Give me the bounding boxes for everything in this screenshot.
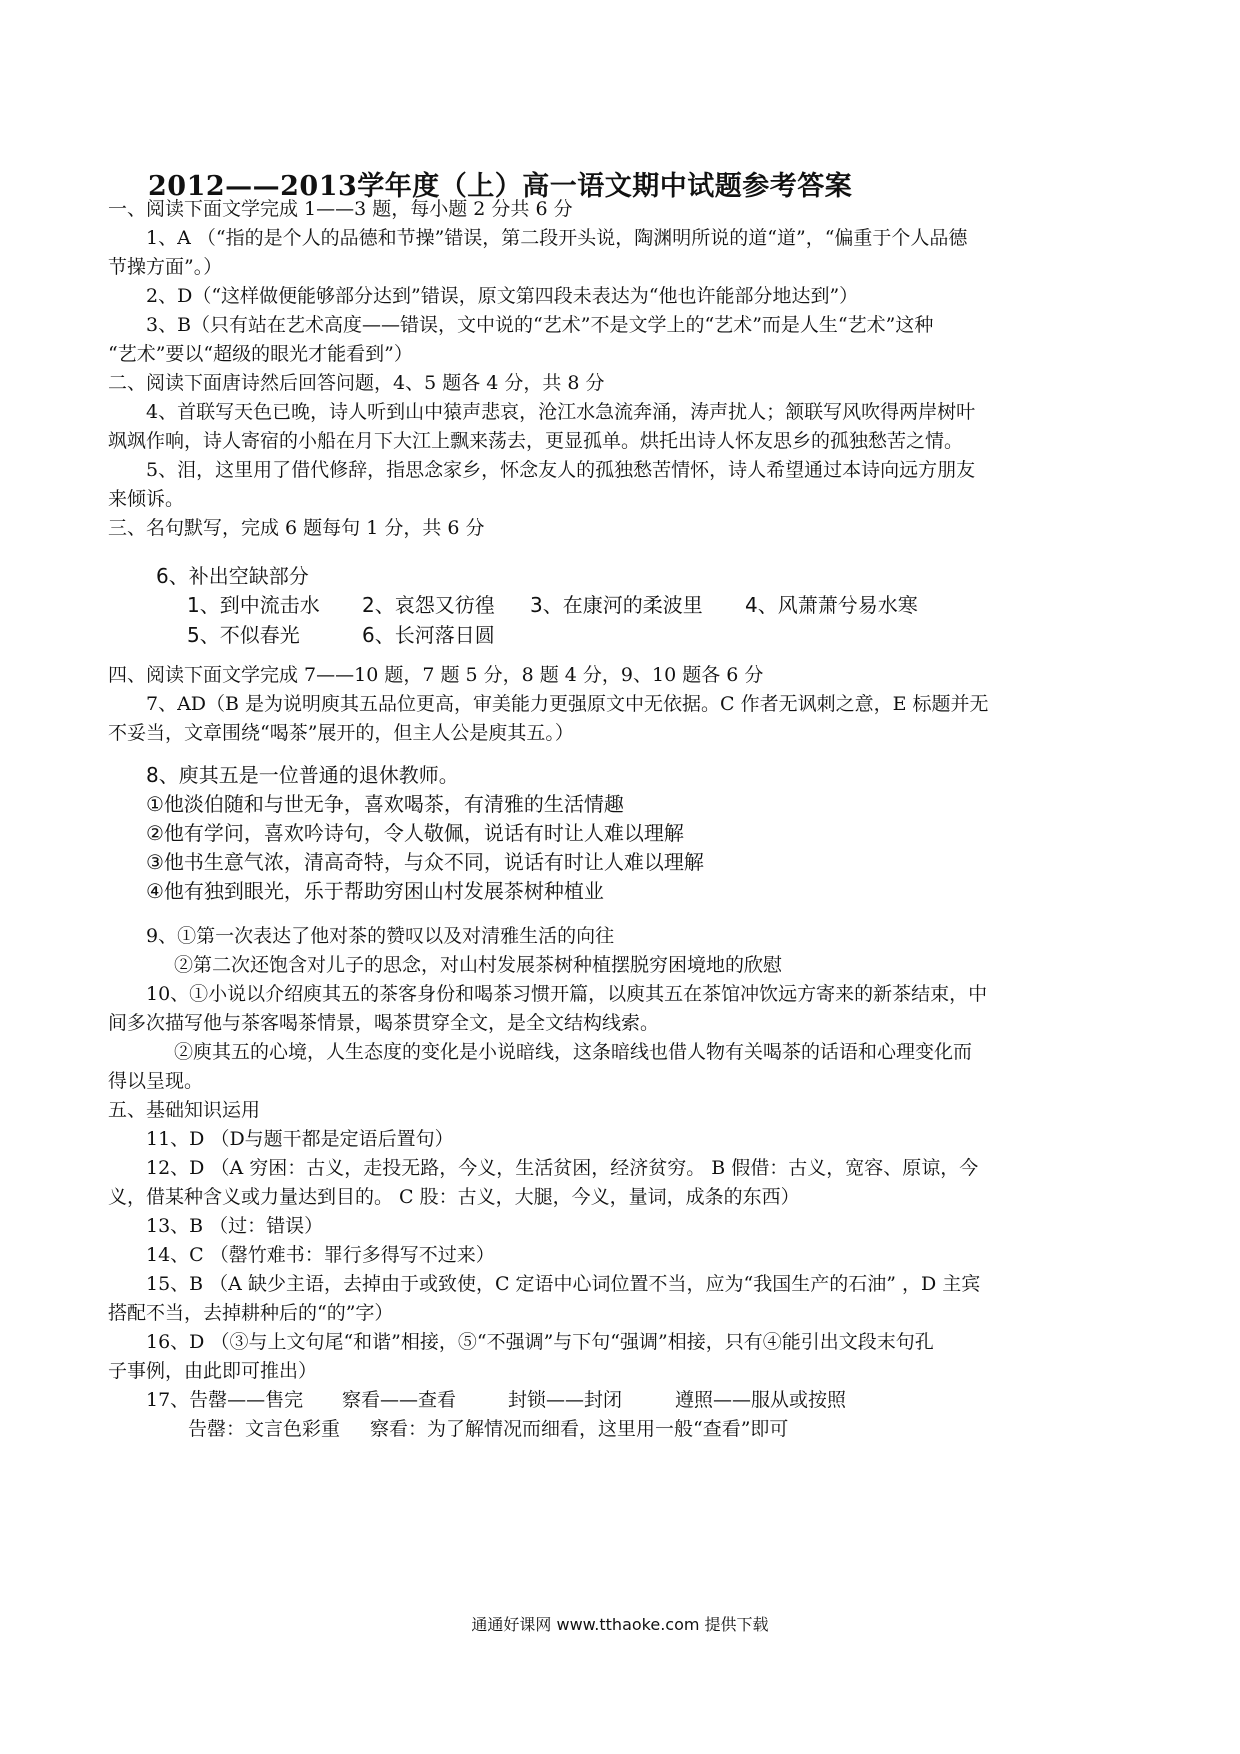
answer-17-item-4: 遵照——服从或按照	[675, 1389, 847, 1411]
answer-6-item-1: 1、到中流击水	[187, 593, 320, 617]
answer-13: 13、B （过：错误）	[146, 1215, 324, 1237]
answer-15-line-1: 15、B （A 缺少主语，去掉由于或致使，C 定语中心词位置不当，应为“我国生产的石油” ，D 主宾	[146, 1273, 981, 1295]
answer-6-item-2: 2、哀怨又彷徨	[362, 593, 495, 617]
answer-9-line-1: 9、①第一次表达了他对茶的赞叹以及对清雅生活的向往	[146, 925, 615, 947]
answer-2: 2、D（“这样做便能够部分达到”错误，原文第四段未表达为“他也许能部分地达到”）	[146, 285, 859, 307]
answer-16-line-1: 16、D （③与上文句尾“和谐”相接，⑤“不强调”与下句“强调”相接，只有④能引出文段末句孔	[146, 1331, 934, 1353]
answer-17-note-2: 察看：为了解情况而细看，这里用一般“查看”即可	[370, 1418, 789, 1440]
answer-3-line-2: “艺术”要以“超级的眼光才能看到”）	[108, 343, 413, 365]
answer-12-line-2: 义，借某种含义或力量达到目的。 C 股：古义，大腿，今义，量词，成条的东西）	[108, 1186, 800, 1208]
answer-17-item-3: 封锁——封闭	[508, 1389, 623, 1411]
section-5-heading: 五、基础知识运用	[108, 1099, 261, 1121]
answer-14: 14、C （罄竹难书：罪行多得写不过来）	[146, 1244, 495, 1266]
answer-17-note-1: 告罄：文言色彩重	[188, 1418, 341, 1440]
answer-6-item-5: 5、不似春光	[187, 623, 300, 647]
answer-9-line-2: ②第二次还饱含对儿子的思念，对山村发展茶树种植摆脱穷困境地的欣慰	[174, 954, 783, 976]
page-footer: 通通好课网 www.tthaoke.com 提供下载	[471, 1615, 769, 1634]
answer-6-item-6: 6、长河落日圆	[362, 623, 495, 647]
section-1-heading: 一、阅读下面文学完成 1——3 题，每小题 2 分共 6 分	[108, 198, 573, 220]
answer-5-line-2: 来倾诉。	[108, 488, 185, 510]
answer-7-line-1: 7、AD（B 是为说明庾其五品位更高，审美能力更强原文中无依据。C 作者无讽刺之意，E 标题并无	[146, 693, 989, 715]
answer-16-line-2: 子事例，由此即可推出）	[108, 1360, 318, 1382]
answer-15-line-2: 搭配不当，去掉耕种后的“的”字）	[108, 1302, 394, 1324]
answer-17-item-2: 察看——查看	[342, 1389, 457, 1411]
answer-8-point-1: ①他淡伯随和与世无争，喜欢喝茶，有清雅的生活情趣	[146, 792, 624, 816]
answer-8-heading: 8、庾其五是一位普通的退休教师。	[146, 763, 459, 787]
answer-1-line-1: 1、A （“指的是个人的品德和节操”错误，第二段开头说，陶渊明所说的道“道”，“偏重于个人品德	[146, 227, 968, 249]
page-title: 2012——2013学年度（上）高一语文期中试题参考答案	[148, 171, 853, 202]
answer-1-line-2: 节操方面”。）	[108, 256, 223, 278]
section-2-heading: 二、阅读下面唐诗然后回答问题，4、5 题各 4 分，共 8 分	[108, 372, 605, 394]
answer-12-line-1: 12、D （A 穷困：古义，走投无路，今义，生活贫困，经济贫穷。 B 假借：古义，宽容、原谅，今	[146, 1157, 979, 1179]
answer-10-line-2: 间多次描写他与茶客喝茶情景，喝茶贯穿全文，是全文结构线索。	[108, 1012, 660, 1034]
answer-10-line-1: 10、①小说以介绍庾其五的茶客身份和喝茶习惯开篇，以庾其五在茶馆冲饮远方寄来的新茶结束，中	[146, 983, 988, 1005]
answer-10-line-3: ②庾其五的心境，人生态度的变化是小说暗线，这条暗线也借人物有关喝茶的话语和心理变化而	[174, 1041, 973, 1063]
answer-17-item-1: 17、告罄——售完	[146, 1389, 304, 1411]
answer-6-item-4: 4、风萧萧兮易水寒	[745, 593, 918, 617]
answer-6-heading: 6、补出空缺部分	[156, 564, 309, 588]
answer-5-line-1: 5、泪，这里用了借代修辞，指思念家乡，怀念友人的孤独愁苦情怀，诗人希望通过本诗向远方朋友	[146, 459, 976, 481]
answer-4-line-2: 飒飒作响，诗人寄宿的小船在月下大江上飘来荡去，更显孤单。烘托出诗人怀友思乡的孤独愁苦之情。	[108, 430, 964, 452]
answer-6-item-3: 3、在康河的柔波里	[530, 593, 703, 617]
answer-8-point-2: ②他有学问，喜欢吟诗句，令人敬佩，说话有时让人难以理解	[146, 821, 684, 845]
answer-11: 11、D （D与题干都是定语后置句）	[146, 1128, 454, 1150]
answer-7-line-2: 不妥当，文章围绕“喝茶”展开的，但主人公是庾其五。）	[108, 722, 574, 744]
section-3-heading: 三、名句默写，完成 6 题每句 1 分，共 6 分	[108, 517, 485, 539]
answer-10-line-4: 得以呈现。	[108, 1070, 204, 1092]
section-4-heading: 四、阅读下面文学完成 7——10 题，7 题 5 分，8 题 4 分，9、10 题各 6 分	[108, 664, 764, 686]
answer-3-line-1: 3、B（只有站在艺术高度——错误，文中说的“艺术”不是文学上的“艺术”而是人生“艺术”这种	[146, 314, 934, 336]
answer-8-point-3: ③他书生意气浓，清高奇特，与众不同，说话有时让人难以理解	[146, 850, 704, 874]
answer-4-line-1: 4、首联写天色已晚，诗人听到山中猿声悲哀，沧江水急流奔涌，涛声扰人；颔联写风吹得两岸树叶	[146, 401, 976, 423]
answer-8-point-4: ④他有独到眼光，乐于帮助穷困山村发展茶树种植业	[146, 879, 604, 903]
